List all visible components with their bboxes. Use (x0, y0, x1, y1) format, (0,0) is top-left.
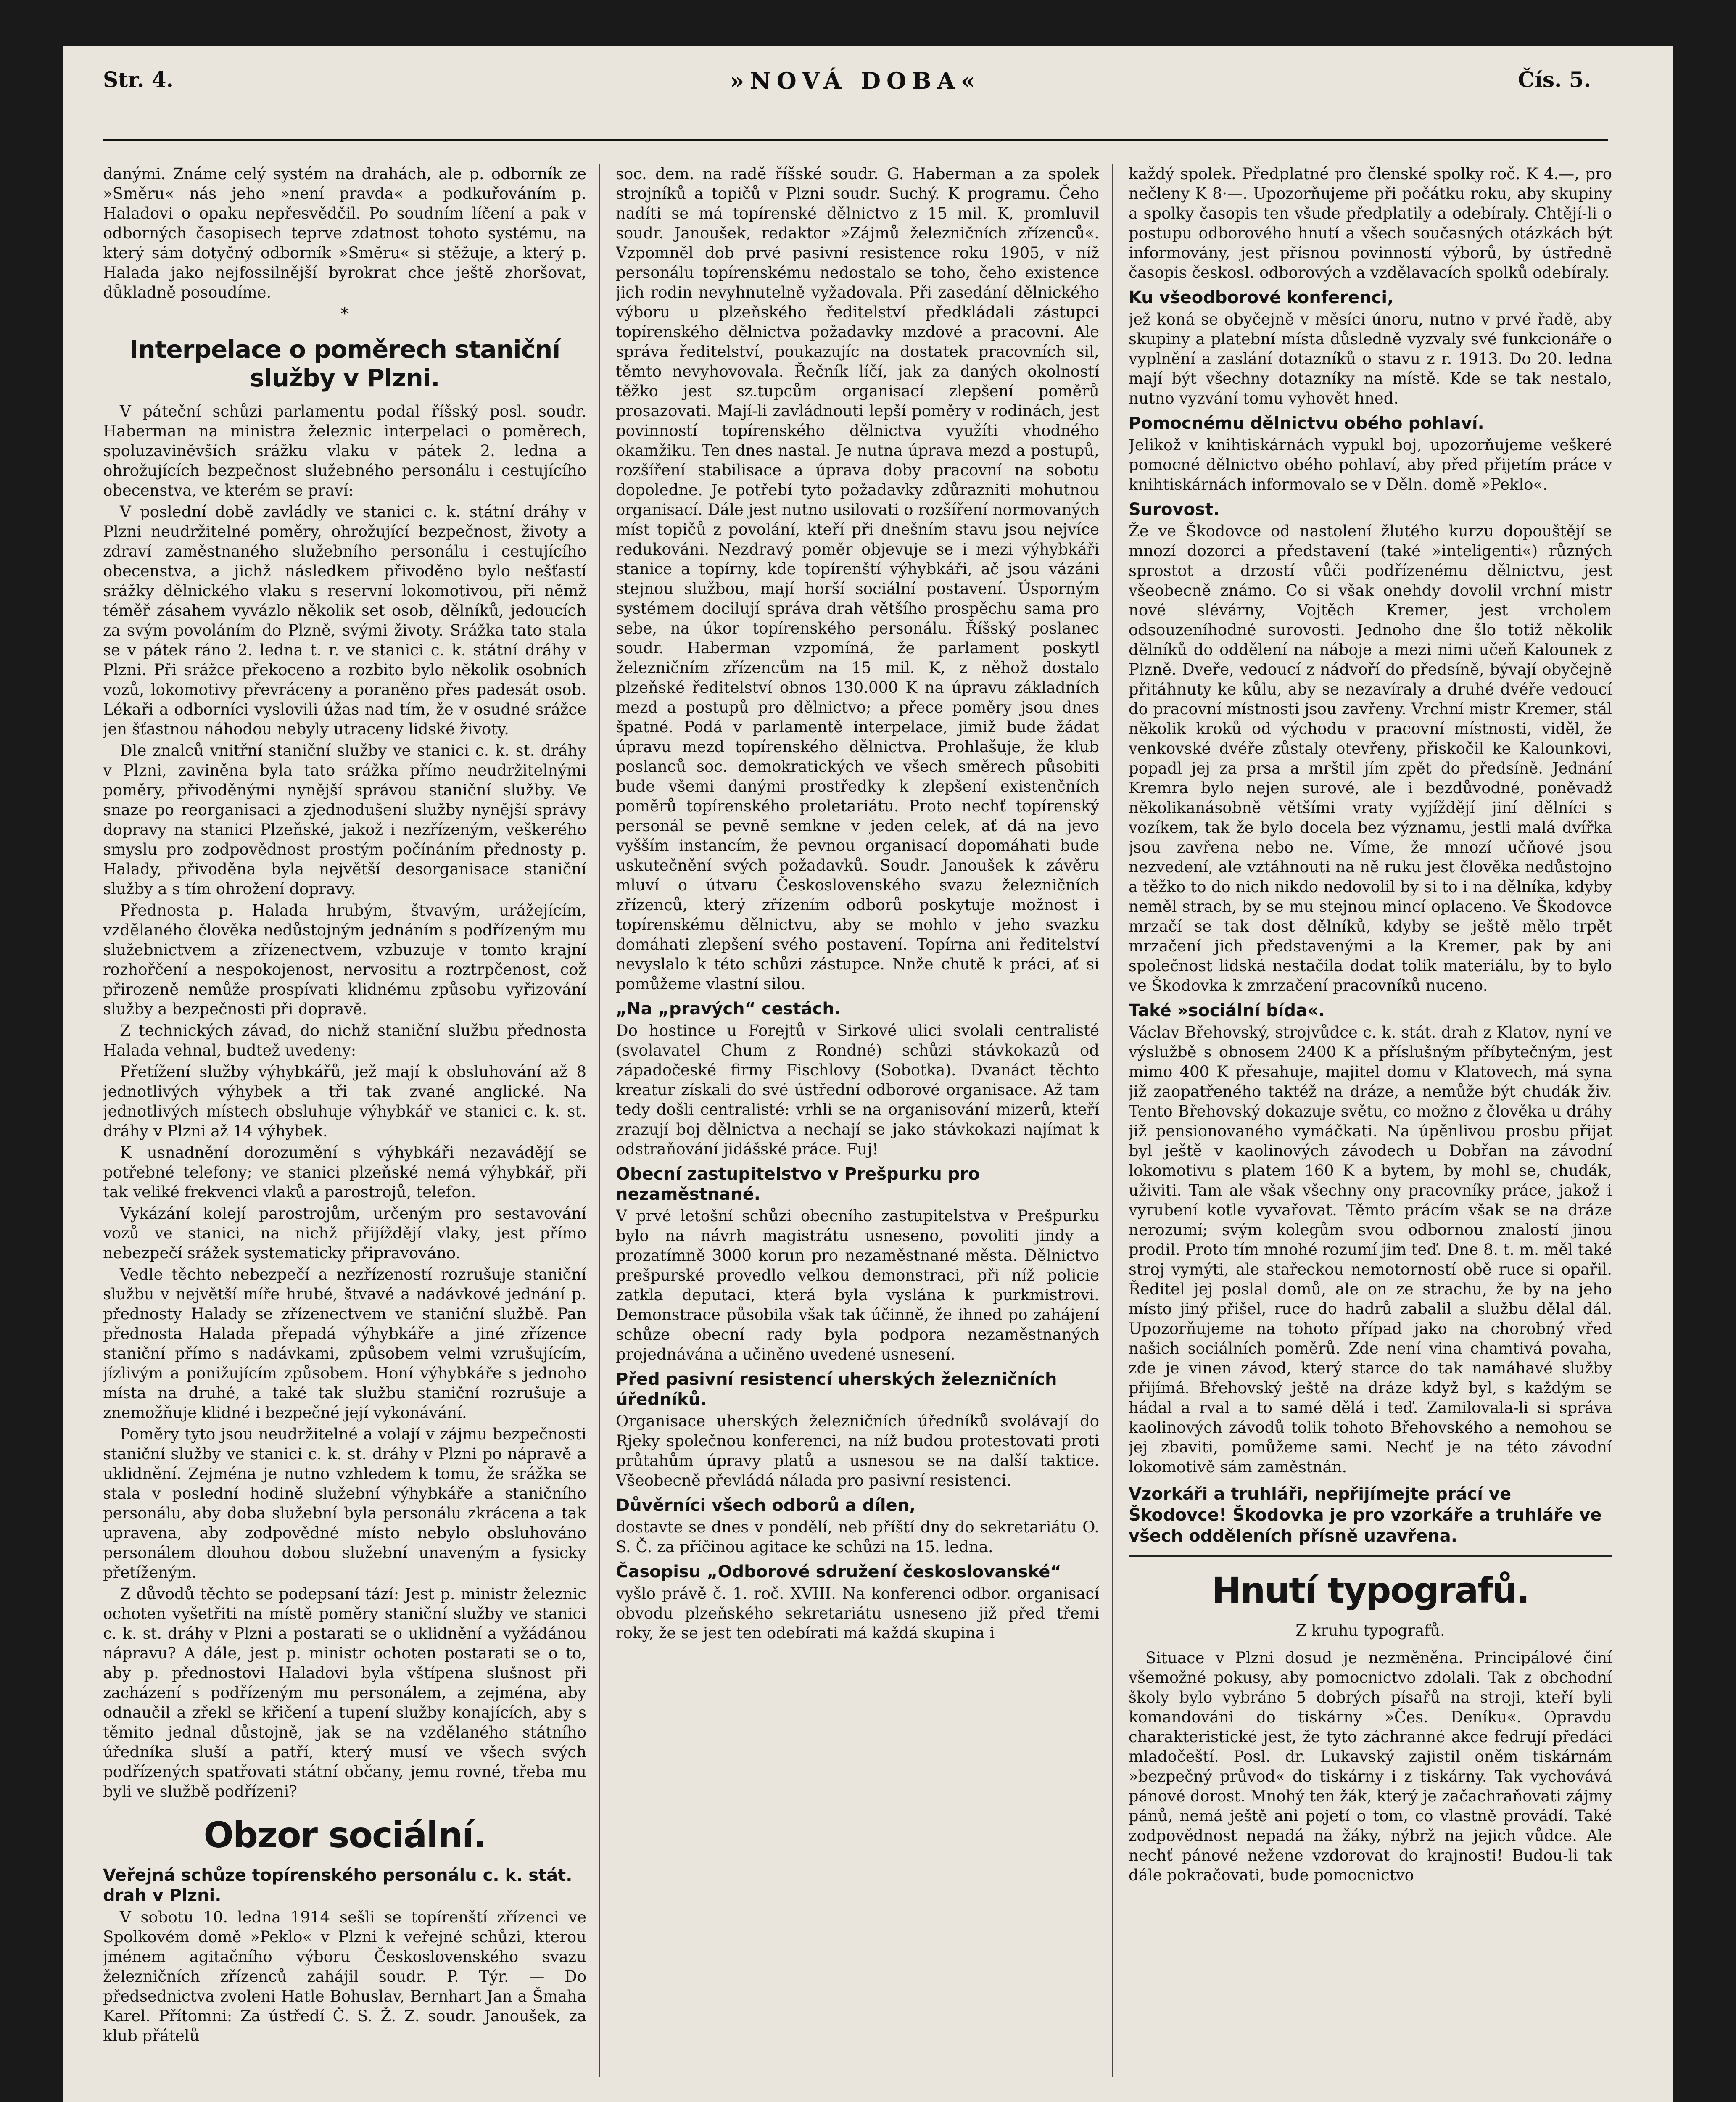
article-heading: Před pasivní resistencí uherských železničních úředníků. (616, 1370, 1057, 1409)
section-separator: * (340, 304, 349, 324)
article-paragraph: Vykázání kolejí parostrojům, určeným pro sestavování vozů ve stanici, na nichž přijíždějí vlaky, jest přímo nebezpečí srážek systematicky připravováno. (103, 1204, 586, 1262)
article-paragraph: Přetížení služby výhybkářů, jež mají k obsluhování až 8 jednotlivých výhybek a tři tak zvané anglické. Na jednotlivých místech obsluhuje výhybkář ve stanici c. k. st. dráhy v Plzni až 14 výhybek. (103, 1063, 586, 1140)
article-heading: Také »sociální bída«. (1129, 1001, 1325, 1020)
article-heading: Surovost. (1129, 500, 1220, 519)
issue-number: Čís. 5. (1518, 67, 1591, 92)
article-heading: Časopisu „Odborové sdružení českoslovanské“ (616, 1562, 1061, 1582)
article-heading: „Na „pravých“ cestách. (616, 999, 841, 1019)
article-paragraph: Přednosta p. Halada hrubým, štvavým, urážejícím, vzdělaného člověka nedůstojným jednáním s podřízeným mu služebnictvem a zřízenectvem, vzbuzuje v tomto krajní rozhořčení a nespokojenost, nervositu a roztrpčenost, což přirozeně nemůže prospívati klidnému způsobu vyřizování služby a bezpečnosti při dopravě. (103, 901, 586, 1018)
article-paragraph: soc. dem. na radě říšské soudr. G. Haberman a za spolek strojníků a topičů v Plzni soudr. Suchý. K programu. Čeho nadíti se má topírenské dělnictvo z 15 mil. K, promluvil soudr. Janoušek, redaktor »Zájmů železničních zřízenců«. Vzpomněl dob prvé pasivní resistence roku 1905, v níž personálu topírenskému nedostalo se toho, čeho existence jich rodin nevyhnutelně vyžadovala. Při zasedání dělnického výboru u plzeňského ředitelství předkládali zástupci topírenského dělnictva požadavky mzdové a pracovní. Ale správa ředitelství, poukazujíc na dostatek pracovních sil, těmto nevyhovovala. Řečník líčí, jak za daných okolností těžko jest sz.tupcům organisací zlepšení poměrů prosazovati. Mají-li zavládnouti lepší poměry v rodinách, jest povinností topírenského dělnictva využíti vhodného okamžiku. Ten dnes nastal. Je nutna úprava mezd a postupů, rozšíření stabilisace a úprava doby pracovní na sobotu dopoledne. Je potřebí tyto požadavky zdůrazniti mohutnou organisací. Dále jest nutno usilovati o rozšíření normovaných míst topičů z povolání, kteří při dnešním stavu jsou nejvíce redukováni. Nezdravý poměr objevuje se i mezi výhybkáři stanice a topírny, kde topírenští výhybkáři, ač jsou vázáni stejnou službou, mají horší sociální postavení. Úsporným systémem docilují správa drah většího prospěchu sama pro sebe, na úkor topírenského personálu. Říšský poslanec soudr. Haberman vzpomíná, že parlament poskytl železničním zřízencům na 15 mil. K, z něhož dostalo plzeňské ředitelství obnos 130.000 K na úpravu základních mezd a postupů pro dělnictvo; a přece poměry jsou dnes špatné. Podá v parlamentě interpelace, jimiž bude žádat úpravu mezd topírenského dělnictva. Prohlašuje, že klub poslanců soc. demokratických ve všech směrech působiti bude všemi danými prostředky k zlepšení existenčních poměrů topírenského proletariátu. Proto nechť topírenský personál se pevně semkne v jeden celek, ať dá na jevo vyšším instancím, že pevnou organisací dopomáhati bude uskutečnění svých požadavků. Soudr. Janoušek k závěru mluví o útvaru Československého svazu železničních zřízenců, který zřízením odborů poskytuje možnost i topírenskému dělnictvu, aby se mohlo v jeho svazku domáhati zlepšení svého postavení. Topírna ani ředitelství nevyslalo k této schůzi zástupce. Nnže chutě k práci, ať si pomůžeme vlastní silou. (616, 165, 1099, 993)
article-paragraph: Organisace uherských železničních úředníků svolávají do Rjeky společnou konferenci, na níž budou protestovati proti průtahům úpravy platů a usnesou se na další taktice. Všeobecně převládá nálada pro pasivní resistenci. (616, 1412, 1099, 1489)
section-heading: Hnutí typografů. (1211, 1570, 1529, 1611)
column-2 (616, 164, 1099, 2085)
boycott-notice: Vzorkáři a truhláři, nepřijímejte prácí ve Škodovce! Škodovka je pro vzorkáře a truhláře ve všech odděleních přísně uzavřena. (1129, 1484, 1602, 1546)
article-heading: Pomocnému dělnictvu obého pohlaví. (1129, 414, 1484, 433)
column-3 (1129, 164, 1612, 2085)
article-heading: Ku všeodborové konferenci, (1129, 288, 1394, 307)
article-heading: Interpelace o poměrech staniční služby v Plzni. (129, 335, 560, 392)
article-paragraph: V poslední době zavládly ve stanici c. k. státní dráhy v Plzni neudržitelné poměry, ohrožující bezpečnost, životy a zdraví zaměstnaného služebního personálu i cestujícího obecenstva, a jichž následkem přivoděno bylo nešťastí srážky dělnického vlaku s reservní lokomotivou, při němž téměř zásahem vyvázlo několik set osob, dělníků, jedoucích za svým povoláním do Plzně, svými životy. Srážka tato stala se v pátek ráno 2. ledna t. r. ve stanici c. k. státní dráhy v Plzni. Při srážce překoceno a rozbito bylo několik osobních vozů, lokomotivy převráceny a poraněno přes padesát osob. Lékaři a odborníci vyslovili úžas nad tím, že v osudné srážce jen šťastnou náhodou nebyly utraceny lidské životy. (103, 503, 586, 738)
masthead-title: »NOVÁ DOBA« (730, 67, 981, 94)
column-divider (1112, 164, 1113, 2077)
header-rule (103, 139, 1608, 141)
article-subheading: Z kruhu typografů. (1295, 1621, 1445, 1640)
article-paragraph: Že ve Škodovce od nastolení žlutého kurzu dopouštějí se mnozí dozorci a představení (také »inteligenti«) různých sprostot a drzostí vůči podřízenému dělnictvu, jest všeobecně známo. Co si však onehdy dovolil vrchní mistr nové slévárny, Vojtěch Kremer, jest vrcholem odsouzeníhodné surovosti. Jednoho dne šlo totiž několik dělníků do oddělení na náboje a mezi nimi učeň Kalounek z Plzně. Dveře, vedoucí z nádvoří do předsíně, bývají obyčejně přitáhnuty ke kůlu, aby se nezavíraly a druhé dvéře vedoucí do pracovní místnosti jsou zavřeny. Vrchní mistr Kremer, stál několik kroků od východu v pracovní místnosti, viděl, že venkovské dvéře zůstaly otevřeny, přiskočil ke Kalounkovi, popadl jej za prsa a mrštil jím zpět do předsíně. Jednání Kremra bylo nejen surové, ale i bezdůvodné, poněvadž několikanásobně většími vraty vyjíždějí jiní dělníci s vozíkem, tak že bylo docela bez významu, jestli malá dvířka jsou zavřena nebo ne. Víme, že mnozí učňové jsou nezvedení, ale vztáhnouti na ně ruku jest člověka nedůstojno a těžko to do nich nikdo nedovolil by si to i na dělníka, kdyby neměl strach, by se mu stejnou mincí oplaceno. Ve Škodovce mrzačí se tak dost dělníků, kdyby se ještě mělo trpět mrzačení jich představenými a la Kremer, pak by ani společnost lidská nestačila dodat tolik materiálu, by to bylo ve Škodovka k zmrzačení pracovníků nuceno. (1129, 522, 1612, 995)
article-paragraph: každý spolek. Předplatné pro členské spolky roč. K 4.—, pro nečleny K 8·—. Upozorňujeme při počátku roku, aby skupiny a spolky časopis ten všude předplatily a odebíraly. Chtějí-li o postupu odborového hnutí a všech současných otázkách být informovány, jest přísnou povinností výborů, by ústředně časopis českosl. odborových a vzdělavacích spolků odebíraly. (1129, 165, 1612, 282)
article-heading: Obecní zastupitelstvo v Prešpurku pro nezaměstnané. (616, 1165, 980, 1204)
article-paragraph: Situace v Plzni dosud je nezměněna. Principálové činí všemožné pokusy, aby pomocnictvo zdolali. Tak z obchodní školy bylo vybráno 5 dobrých písařů na stroji, kteří byli komandováni do tiskárny »Čes. Deníku«. Opravdu charakteristické jest, že tyto záchranné akce fedrují předáci mladočeští. Posl. dr. Lukavský zajistil oněm tiskárnám »bezpečný průvod« do tiskárny i z tiskárny. Tak vychovává pánové dorost. Mnohý ten žák, který je začachraňovati zájmy pánů, nemá ještě ani pojetí o tom, co vlastně provádí. Také zodpovědnost nepadá na žáky, nýbrž na jejich vůdce. Ale nechť pánové nežene vzdorovat do krajnosti! Budou-li tak dále pokračovati, bude pomocnictvo (1129, 1649, 1612, 1884)
article-paragraph: Václav Břehovský, strojvůdce c. k. stát. drah z Klatov, nyní ve výslužbě s obnosem 2400 K a příslušným příbytečným, jest mimo 400 K přesahuje, majitel domu v Klatovech, má syna již zaopatřeného taktéž na dráze, a nemůže být chudák živ. Tento Břehovský dokazuje světu, co možno z člověka u dráhy již pensionovaného vymáčkati. Na úpěnlivou prosbu přijat byl ještě v kaolinových závodech u Dobřan na závodní lokomotivu s platem 160 K a bytem, by mohl se, chudák, uživiti. Tam ale však všechny ony pracovníky práce, jakož i vyrubení kotle vyvařovat. Těmto prácím však se na dráze nerozumí; svým kolegům svou odbornou znalostí jinou prodil. Proto tím mnohé rozumí jim teď. Dne 8. t. m. měl také stroj vymýti, ale stařeckou nemotorností obě ruce si opařil. Ředitel jej poslal domů, ale on ze strachu, že by na jeho místo jiný přišel, ruce do hadrů zabalil a službu dělal dál. Upozorňujeme na tohoto případ jako na chorobný vřed našich sociálních poměrů. Zde není vina chamtivá povaha, zde je vinen závod, který starce do tak namáhavé služby přijímá. Břehovský ještě na dráze když byl, s každým se hádal a rval a to samé dělá i teď. Zamilovala-li si správa kaolinových závodů tolik tohoto Břehovského a nemohou se jej zbaviti, pomůžeme sami. Nechť je na této závodní lokomotivě sám zaměstnán. (1129, 1023, 1612, 1476)
article-paragraph: Poměry tyto jsou neudržitelné a volají v zájmu bezpečnosti staniční služby ve stanici c. k. st. dráhy v Plzni po nápravě a uklidnění. Zejména je nutno vzhledem k tomu, že srážka se stala v poslední hodině služební výhybkáře a staničního personálu, aby doba služební byla personálu zkrácena a tak upravena, aby zodpovědné místo nebylo obsluhováno personálem dlouhou dobou služební unaveným a fysicky přetíženým. (103, 1425, 586, 1582)
article-paragraph: V páteční schůzi parlamentu podal říšský posl. soudr. Haberman na ministra železnic interpelaci o poměrech, spoluzaviněvších srážku vlaku v pátek 2. ledna a ohrožujících bezpečnost služebného personálu i cestujícího obecenstva, ve kterém se praví: (103, 402, 586, 499)
article-paragraph: danými. Známe celý systém na drahách, ale p. odborník ze »Směru« nás jeho »není pravda« a podkuřováním p. Haladovi o opaku nepřesvědčil. Po soudním líčení a pak v odborných časopisech teprve zdatnost tohoto systému, na který sám dotyčný odborník »Směru« si stěžuje, a který p. Halada jako nejfossilnější byrokrat chce ještě zhoršovat, důkladně posoudíme. (103, 165, 586, 301)
article-paragraph: vyšlo právě č. 1. roč. XVIII. Na konferenci odbor. organisací obvodu plzeňského sekretariátu usneseno již před třemi roky, že se jest ten odebírati má každá skupina i (616, 1584, 1099, 1642)
section-heading: Obzor sociální. (203, 1814, 486, 1856)
article-paragraph: Do hostince u Forejtů v Sirkové ulici svolali centralisté (svolavatel Chum z Rondné) schůzi stávkokazů od západočeské firmy Fischlovy (Sobotka). Dvanáct těchto kreatur získali do své ústřední odborové organisace. Až tam tedy došli centralisté: vrhli se na organisování mizerů, kteří zrazují boj dělnictva a nechají se jako stávkokazi najímat k odstraňování jidášské práce. Fuj! (616, 1022, 1099, 1158)
page-header (103, 67, 1608, 114)
column-divider (599, 164, 600, 2077)
article-paragraph: jež koná se obyčejně v měsíci únoru, nutno v prvé řadě, aby skupiny a platební místa důsledně vyzvaly své funkcionáře o vyplnění a zaslání dotazníků o stavu z r. 1913. Do 20. ledna mají být všechny dotazníky na místě. Kde se tak nestalo, nutno vyzvání tomu vyhovět hned. (1129, 310, 1612, 407)
article-paragraph: Z technických závad, do nichž staniční službu přednosta Halada vehnal, budtež uvedeny: (103, 1022, 586, 1059)
page-number: Str. 4. (103, 67, 174, 92)
article-paragraph: dostavte se dnes v pondělí, neb příští dny do sekretariátu O. S. Č. za příčinou agitace ke schůzi na 15. ledna. (616, 1518, 1099, 1556)
article-paragraph: Dle znalců vnitřní staniční služby ve stanici c. k. st. dráhy v Plzni, zaviněna byla tato srážka přímo neudržitelnými poměry, přivoděnými nynější správou staniční služby. Ve snaze po reorganisaci a zjednodušení služby nynější správy dopravy na stanici Plzeňské, jakož i nezřízeným, veškerého smyslu pro zodpovědnost prostým počínáním přednosty p. Halady, přivoděna byla největší desorganisace staniční služby a s tím ohrožení dopravy. (103, 742, 586, 898)
article-heading: Důvěrníci všech odborů a dílen, (616, 1496, 916, 1515)
article-heading: Veřejná schůze topírenského personálu c. k. stát. drah v Plzni. (103, 1866, 573, 1905)
article-paragraph: Vedle těchto nebezpečí a nezřízeností rozrušuje staniční službu v největší míře hrubé, štvavé a nadávkové jednání p. přednosty Halady se zřízenectvem ve staniční službě. Pan přednosta Halada přepadá výhybkáře a jiné zřízence staniční přímo s nadávkami, způsobem velmi vzrušujícím, jízlivým a ponižujícím způsobem. Honí výhybkáře s jednoho místa na druhé, a také tak službu staniční rozrušuje a znemožňuje klidné i bezpečné její vykonávání. (103, 1265, 586, 1422)
article-paragraph: V prvé letošní schůzi obecního zastupitelstva v Prešpurku bylo na návrh magistrátu usneseno, povoliti jindy a prozatímně 3000 korun pro nezaměstnané města. Dělnictvo prešpurské provedlo velkou demonstraci, při níž policie zatkla deputaci, která byla vyslána k purkmistrovi. Demonstrace působila však tak účinně, že ihned po zahájení schůze obecní rady byla podpora nezaměstnaných projednávána a učiněno uvedené usnesení. (616, 1207, 1099, 1363)
article-paragraph: Z důvodů těchto se podepsaní tází: Jest p. ministr železnic ochoten vyšetřiti na místě poměry staniční služby ve stanici c. k. st. dráhy v Plzni a postarati se o uklidnění a vyžádánou nápravu? A dále, jest p. ministr ochoten postarati se o to, aby p. přednostovi Haladovi byla vštípena slušnost při zacházení s podřízeným mu personálem, a zejména, aby odnaučil a zřekl se křičení a tupení služby konajících, aby s těmito jednal důstojně, jak se na vzdělaného státního úředníka sluší a patří, který musí ve všech svých podřízených spatřovati státní občany, jemu rovné, třeba mu byli ve službě podřízeni? (103, 1585, 586, 1801)
article-paragraph: V sobotu 10. ledna 1914 sešli se topírenští zřízenci ve Spolkovém domě »Peklo« v Plzni k veřejné schůzi, kterou jménem agitačního výboru Československého svazu železničních zřízenců zahájil soudr. P. Týr. — Do předsednictva zvoleni Hatle Bohuslav, Bernhart Jan a Šmaha Karel. Přítomni: Za ústředí Č. S. Ž. Z. soudr. Janoušek, za klub přátelů (103, 1908, 586, 2045)
column-1 (103, 164, 586, 2085)
section-rule (1129, 1555, 1612, 1557)
article-paragraph: Jelikož v knihtiskárnách vypukl boj, upozorňujeme veškeré pomocné dělnictvo obého pohlaví, aby před přijetím práce v knihtiskárnách informovalo se v Děln. domě »Peklo«. (1129, 436, 1612, 494)
article-paragraph: K usnadnění dorozumění s výhybkáři nezavádějí se potřebné telefony; ve stanici plzeňské nemá výhybkář, při tak veliké frekvenci vlaků a parostrojů, telefon. (103, 1143, 586, 1201)
